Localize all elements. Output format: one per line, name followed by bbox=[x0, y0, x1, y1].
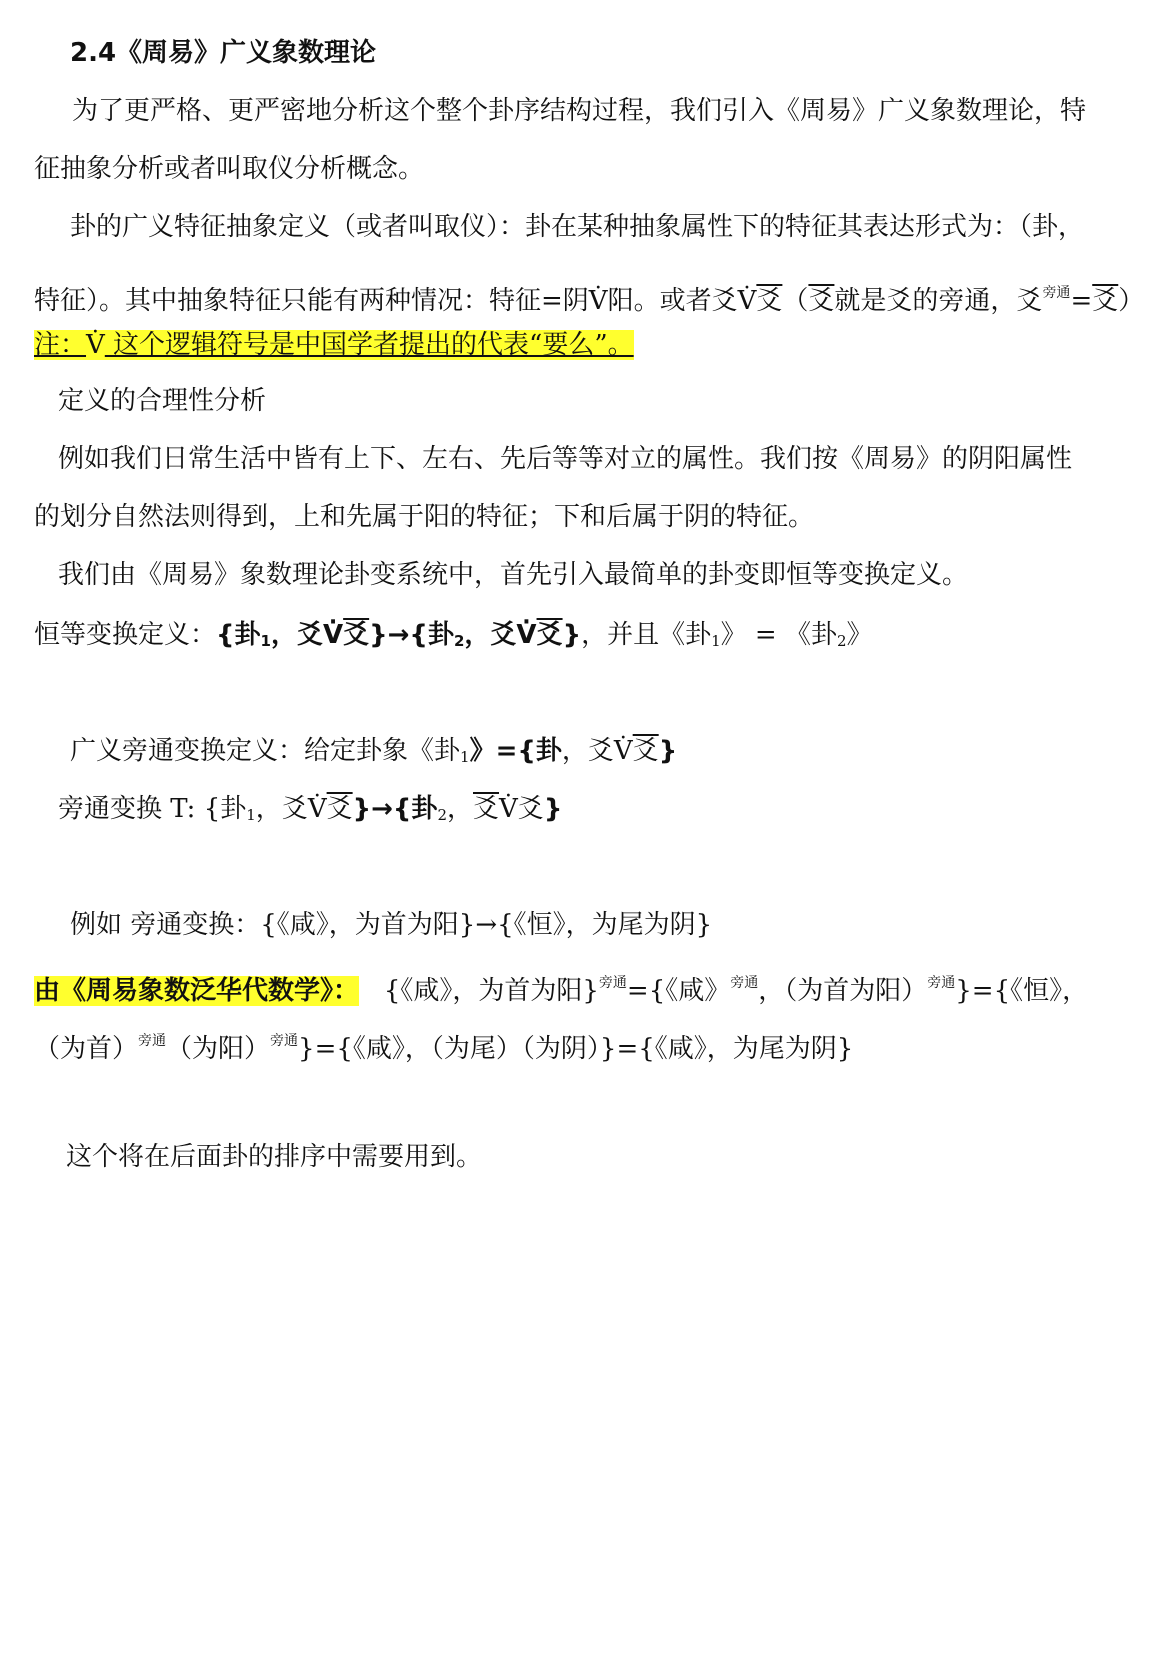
pangtong-definition bbox=[70, 732, 1135, 776]
yao-overline: 爻 bbox=[326, 794, 353, 824]
formula-part: ， bbox=[464, 620, 491, 650]
p2-text-e: = bbox=[1070, 286, 1093, 316]
pangtong-sup: 旁通 bbox=[598, 975, 627, 991]
paragraph-1-line-1 bbox=[72, 92, 1135, 130]
p2-text-d: 就是爻的旁通，爻 bbox=[834, 286, 1043, 316]
paragraph-1-line-2: 征抽象分析或者叫取仪分析概念。 bbox=[34, 154, 425, 184]
pangtong-T-label: 旁通变换 T: {卦 bbox=[58, 794, 247, 824]
yao-overline: 爻 bbox=[1092, 286, 1119, 316]
derivation-part: }={《咸》，（为尾）（为阴）}={《咸》，为尾为阴} bbox=[298, 1034, 854, 1064]
formula-part: } bbox=[543, 794, 563, 824]
section-heading: 2.4《周易》广义象数理论 bbox=[70, 38, 377, 68]
pangtong-sup: 旁通 bbox=[138, 1033, 167, 1049]
p2-text-b: 阳。或者爻 bbox=[607, 286, 738, 316]
formula-part: }→{卦 bbox=[352, 794, 438, 824]
yao: 爻 bbox=[281, 794, 308, 824]
identity-formula bbox=[216, 620, 581, 650]
pangtong-sup: 旁通 bbox=[927, 975, 956, 991]
note-prefix: 注： bbox=[34, 330, 87, 360]
or-symbol: · V bbox=[738, 282, 757, 320]
closing-line: 这个将在后面卦的排序中需要用到。 bbox=[66, 1142, 483, 1172]
yao: 爻 bbox=[587, 736, 614, 766]
pangtong-transform-T bbox=[58, 790, 1135, 834]
derivation-part: （为首） bbox=[34, 1034, 139, 1064]
formula-part: } bbox=[562, 620, 582, 650]
paragraph-4: 我们由《周易》象数理论卦变系统中，首先引入最简单的卦变即恒等变换定义。 bbox=[58, 560, 969, 590]
p2-text-f: ） bbox=[1118, 286, 1145, 316]
subscript: 2 bbox=[453, 632, 465, 650]
pangtong-label: 广义旁通变换定义：给定卦象《卦 bbox=[70, 736, 461, 766]
yao-overline: 爻 bbox=[343, 620, 370, 650]
formula-part: {卦 bbox=[216, 620, 261, 650]
or-symbol: · V bbox=[308, 790, 327, 828]
derivation-line-1 bbox=[34, 964, 1135, 1010]
paragraph-2-line-2 bbox=[34, 274, 1145, 320]
yao-overline: 爻 bbox=[473, 794, 500, 824]
subscript: 1 bbox=[711, 632, 721, 650]
yao: 爻 bbox=[517, 794, 544, 824]
p1-text-1: 为了更严格、更严密地分析这个整个卦序结构过程，我们引入《周易》广义象数理论，特 bbox=[72, 96, 1087, 126]
or-symbol: · V bbox=[499, 790, 518, 828]
pangtong-sup: 旁通 bbox=[730, 975, 759, 991]
subscript: 2 bbox=[437, 806, 447, 824]
pangtong-sup: 旁通 bbox=[270, 1033, 299, 1049]
formula-part: 》 bbox=[846, 620, 873, 650]
subscript: 1 bbox=[260, 632, 271, 650]
paragraph-3-line-1: 例如我们日常生活中皆有上下、左右、先后等等对立的属性。我们按《周易》的阴阳属性 bbox=[58, 444, 1073, 474]
p2-text-c: （ bbox=[782, 286, 809, 316]
subscript: 1 bbox=[246, 806, 256, 824]
or-symbol: · V bbox=[323, 616, 343, 654]
or-symbol: · V bbox=[589, 282, 608, 320]
formula-part: ， bbox=[270, 620, 297, 650]
formula-part: ， bbox=[561, 736, 588, 766]
yao-overline: 爻 bbox=[808, 286, 835, 316]
yao: 爻 bbox=[490, 620, 517, 650]
formula-part: ， bbox=[446, 794, 473, 824]
example-line: 例如 旁通变换：{《咸》，为首为阳}→{《恒》，为尾为阴} bbox=[70, 910, 713, 940]
formula-part: } bbox=[658, 736, 678, 766]
formula-part: ，并且《卦 bbox=[581, 620, 712, 650]
identity-definition bbox=[34, 616, 1135, 660]
paragraph-2-line-1: 卦的广义特征抽象定义（或者叫取仪）：卦在某种抽象属性下的特征其表达形式为：（卦， bbox=[70, 212, 1085, 242]
or-symbol: · V bbox=[516, 616, 536, 654]
formula-part: 》={卦 bbox=[469, 736, 562, 766]
note-line bbox=[34, 326, 1135, 364]
identity-label: 恒等变换定义： bbox=[34, 620, 217, 650]
yao: 爻 bbox=[296, 620, 323, 650]
note-highlight bbox=[34, 330, 634, 360]
yao-overline: 爻 bbox=[632, 736, 659, 766]
or-symbol: · V bbox=[86, 326, 105, 364]
derivation-part: （为阳） bbox=[166, 1034, 271, 1064]
derivation-part: ={《咸》 bbox=[626, 976, 731, 1006]
paragraph-3-line-2: 的划分自然法则得到，上和先属于阳的特征；下和后属于阴的特征。 bbox=[34, 502, 815, 532]
derivation-part: ，（为首为阳） bbox=[758, 976, 928, 1006]
or-symbol: · V bbox=[614, 732, 633, 770]
formula-part: ， bbox=[255, 794, 282, 824]
derivation-highlight: 由《周易象数泛华代数学》： bbox=[34, 976, 360, 1006]
derivation-part: {《咸》，为首为阳} bbox=[383, 976, 599, 1006]
yao-overline: 爻 bbox=[756, 286, 783, 316]
subscript: 2 bbox=[836, 632, 847, 650]
pangtong-sup: 旁通 bbox=[1042, 285, 1071, 301]
derivation-part: }={《恒》， bbox=[955, 976, 1089, 1006]
formula-part: 》 = 《卦 bbox=[720, 620, 837, 650]
formula-part: }→{卦 bbox=[369, 620, 454, 650]
definition-rationality: 定义的合理性分析 bbox=[58, 386, 267, 416]
subscript: 1 bbox=[460, 748, 470, 766]
derivation-line-2 bbox=[34, 1022, 1135, 1068]
yao-overline: 爻 bbox=[536, 620, 563, 650]
p2-text-a: 特征）。其中抽象特征只能有两种情况：特征=阴 bbox=[34, 286, 589, 316]
note-text: 这个逻辑符号是中国学者提出的代表“要么”。 bbox=[104, 330, 634, 360]
